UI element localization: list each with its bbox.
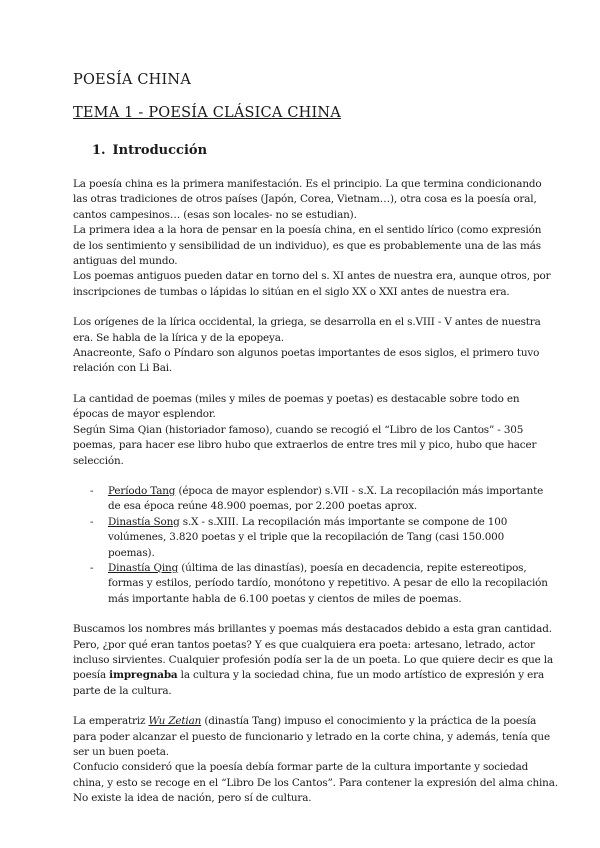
tema-title: TEMA 1 - POESÍA CLÁSICA CHINA	[73, 105, 341, 121]
document-body	[73, 177, 558, 822]
dynasty-text: (época de mayor esplendor) s.VII - s.X. La recopilación más importante	[175, 484, 544, 497]
dynasty-text: (última de las dinastías), poesía en decadencia, repite estereotipos,	[178, 561, 527, 574]
text-line: selección.	[73, 454, 124, 467]
text-line: antiguas del mundo.	[73, 255, 178, 268]
text-line: inscripciones de tumbas o lápidas lo sitúan en el siglo XX o XXI antes de nuestra era.	[73, 285, 510, 298]
text-line: épocas de mayor esplendor.	[73, 408, 216, 421]
text-line: La cantidad de poemas (miles y miles de poemas y poetas) es destacable sobre todo en	[73, 392, 520, 405]
dynasty-name: Dinastía Qing	[108, 561, 179, 574]
text-line: relación con Li Bai.	[73, 362, 173, 375]
text-line: Anacreonte, Safo o Píndaro son algunos poetas importantes de esos siglos, el primero tuvo	[73, 347, 540, 360]
dynasty-list	[73, 484, 548, 607]
paragraph-intro	[73, 177, 551, 300]
section-number: 1.	[92, 143, 106, 158]
text-line: china, y esto se recoge en el “Libro De los Cantos”. Para contener la expresión del alma china.	[73, 776, 558, 789]
list-item-qing	[73, 561, 548, 607]
text-line: incluso sirvientes. Cualquier profesión podía ser la de un poeta. Lo que quiere decir es que la	[73, 653, 554, 666]
text-line: era. Se habla de la lírica y de la epopeya.	[73, 331, 284, 344]
section-heading	[92, 143, 207, 158]
dynasty-name: Período Tang	[108, 484, 176, 497]
text-line: ser un buen poeta.	[73, 746, 169, 758]
text-line: volúmenes, 3.820 poetas y el triple que la recopilación de Tang (casi 150.000	[108, 531, 505, 544]
paragraph-empress	[73, 714, 558, 806]
emphasized-name: Wu Zetian	[148, 715, 202, 728]
bullet-dash: -	[90, 484, 94, 497]
bullet-dash: -	[90, 561, 94, 574]
text-line: más importante habla de 6.100 poetas y cientos de miles de poemas.	[108, 592, 462, 605]
section-title: Introducción	[112, 143, 208, 158]
text-line: La primera idea a la hora de pensar en la poesía china, en el sentido lírico (como expresión	[73, 224, 542, 237]
text-line: poemas).	[108, 546, 155, 559]
list-item-song	[73, 515, 533, 561]
text-line: para poder alcanzar el puesto de funcionario y letrado en la corte china, y además, tenía que	[73, 730, 550, 743]
text-line: Buscamos los nombres más brillantes y poemas más destacados debido a esta gran cantidad.	[73, 623, 552, 636]
text-line: No existe la idea de nación, pero sí de cultura.	[73, 792, 312, 805]
text-line: Pero, ¿por qué eran tantos poetas? Y es que cualquiera era poeta: artesano, letrado, actor	[73, 638, 535, 651]
text-line: parte de la cultura.	[73, 684, 172, 697]
paragraph-poets	[73, 622, 554, 699]
text-line	[73, 714, 537, 729]
text-line: Según Sima Qian (historiador famoso), cuando se recogió el “Libro de los Cantos” - 305	[73, 423, 524, 436]
text-line: de esa época reúne 48.900 poemas, por 2.200 poetas aprox.	[108, 500, 418, 513]
text-line: La poesía china es la primera manifestación. Es el principio. La que termina condicionando	[73, 178, 542, 190]
text-span: la cultura y la sociedad china, fue un modo artístico de expresión y era	[177, 669, 544, 682]
text-line: Los poemas antiguos pueden datar en torno del s. XI antes de nuestra era, aunque otros, por	[73, 270, 551, 283]
dynasty-name: Dinastía Song	[108, 515, 180, 528]
text-line	[108, 515, 533, 530]
text-line	[108, 561, 533, 576]
bullet-dash: -	[90, 515, 94, 528]
text-line	[73, 668, 544, 683]
text-line	[108, 484, 544, 499]
text-line: formas y estilos, período tardío, monótono y repetitivo. A pesar de ello la recopilación	[108, 577, 548, 590]
paragraph-quantity	[73, 392, 537, 469]
text-span: poesía	[73, 669, 110, 682]
text-line: Confucio consideró que la poesía debía formar parte de la cultura importante y sociedad	[73, 761, 529, 774]
text-line: poemas, para hacer ese libro hubo que extraerlos de entre tres mil y pico, hubo que hacer	[73, 439, 537, 452]
text-span: (dinastía Tang) impuso el conocimiento y la práctica de la poesía	[201, 715, 537, 728]
bold-term: impregnaba	[109, 669, 178, 682]
text-line: las otras tradiciones de otros países (Japón, Corea, Vietnam…), otra cosa es la poesía oral,	[73, 193, 537, 206]
text-line: Los orígenes de la lírica occidental, la griega, se desarrolla en el s.VIII - V antes de nuestra	[73, 316, 541, 329]
document-title: POESÍA CHINA	[73, 72, 191, 88]
paragraph-origins	[73, 315, 541, 377]
list-item-tang	[73, 484, 544, 515]
text-line: cantos campesinos… (esas son locales- no se estudian).	[73, 208, 357, 221]
dynasty-text: s.X - s.XIII. La recopilación más importante se compone de 100	[179, 515, 508, 528]
text-line: de los sentimiento y sensibilidad de un individuo), es que es probablemente una de las más	[73, 239, 541, 252]
text-span: La emperatriz	[73, 715, 149, 728]
